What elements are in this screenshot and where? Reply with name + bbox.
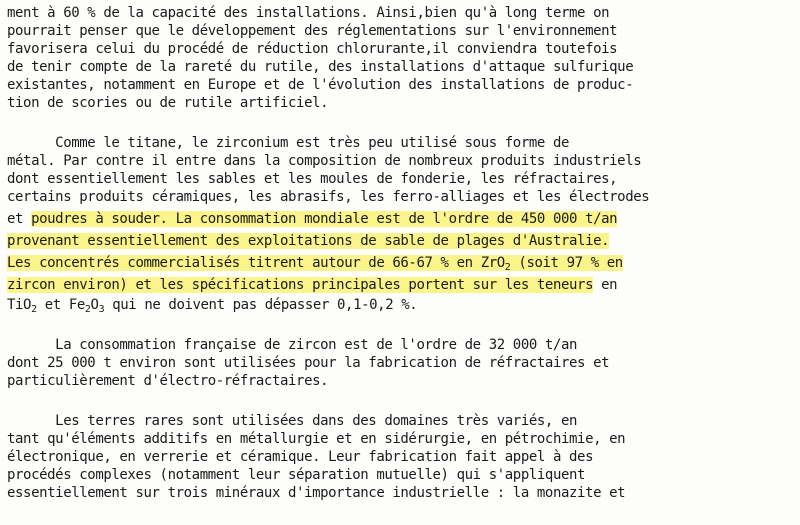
- highlighted-text: [7, 255, 623, 271]
- text-line: dont essentiellement les sables et les moules de fonderie, les réfractaires,: [7, 171, 618, 187]
- text-line: La consommation française de zircon est de l'ordre de 32 000 t/an: [7, 337, 578, 353]
- subscript: 2: [84, 304, 91, 315]
- text-line: ment à 60 % de la capacité des installations. Ainsi,bien qu'à long terme on: [7, 5, 610, 21]
- line-suffix: en: [593, 277, 618, 293]
- text-line: [7, 296, 417, 314]
- subscript: 3: [98, 304, 105, 315]
- text-line: essentiellement sur trois minéraux d'importance industrielle : la monazite et: [7, 485, 626, 501]
- text-line: particulièrement d'électro-réfractaires.: [7, 373, 329, 389]
- text-line: procédés complexes (notamment leur séparation mutuelle) qui s'appliquent: [7, 467, 586, 483]
- text-line: Comme le titane, le zirconium est très peu utilisé sous forme de: [7, 135, 570, 151]
- highlight-part: Les concentrés commercialisés titrent autour de 66-67 % en ZrO: [7, 255, 505, 271]
- formula-part: O: [90, 297, 99, 313]
- highlighted-text: provenant essentiellement des exploitations de sable de plages d'Australie.: [7, 233, 610, 249]
- formula-part: qui ne doivent pas dépasser 0,1-0,2 %.: [104, 297, 418, 313]
- text-line: [7, 210, 617, 228]
- highlighted-text: zircon environ) et les spécifications principales portent sur les teneurs: [7, 277, 594, 293]
- subscript: 2: [31, 304, 37, 315]
- text-line: Les terres rares sont utilisées dans des domaines très variés, en: [7, 413, 578, 429]
- line-prefix: et: [7, 211, 32, 227]
- text-line: favorisera celui du procédé de réduction chlorurante,il conviendra toutefois: [7, 41, 618, 57]
- text-line: électronique, en verrerie et céramique. Leur fabrication fait appel à des: [7, 449, 594, 465]
- formula-part: et Fe: [36, 297, 85, 313]
- text-line: tion de scories ou de rutile artificiel.: [7, 95, 329, 111]
- text-line: dont 25 000 t environ sont utilisées pour la fabrication de réfractaires et: [7, 355, 610, 371]
- text-line: existantes, notamment en Europe et de l'évolution des installations de produc-: [7, 77, 634, 93]
- text-line: tant qu'éléments additifs en métallurgie et en sidérurgie, en pétrochimie, en: [7, 431, 626, 447]
- highlight-part: (soit 97 % en: [510, 255, 623, 271]
- text-line: [7, 276, 617, 294]
- text-line: métal. Par contre il entre dans la composition de nombreux produits industriels: [7, 153, 642, 169]
- subscript: 2: [504, 262, 511, 273]
- text-line: [7, 254, 623, 272]
- text-line: [7, 232, 609, 250]
- formula-part: TiO: [7, 297, 32, 313]
- text-line: de tenir compte de la rareté du rutile, des installations d'attaque sulfurique: [7, 59, 634, 75]
- text-line: certains produits céramiques, les abrasifs, les ferro-alliages et les électrodes: [7, 189, 650, 205]
- text-line: pourrait penser que le développement des réglementations sur l'environnement: [7, 23, 618, 39]
- highlighted-text: poudres à souder. La consommation mondiale est de l'ordre de 450 000 t/an: [31, 211, 618, 227]
